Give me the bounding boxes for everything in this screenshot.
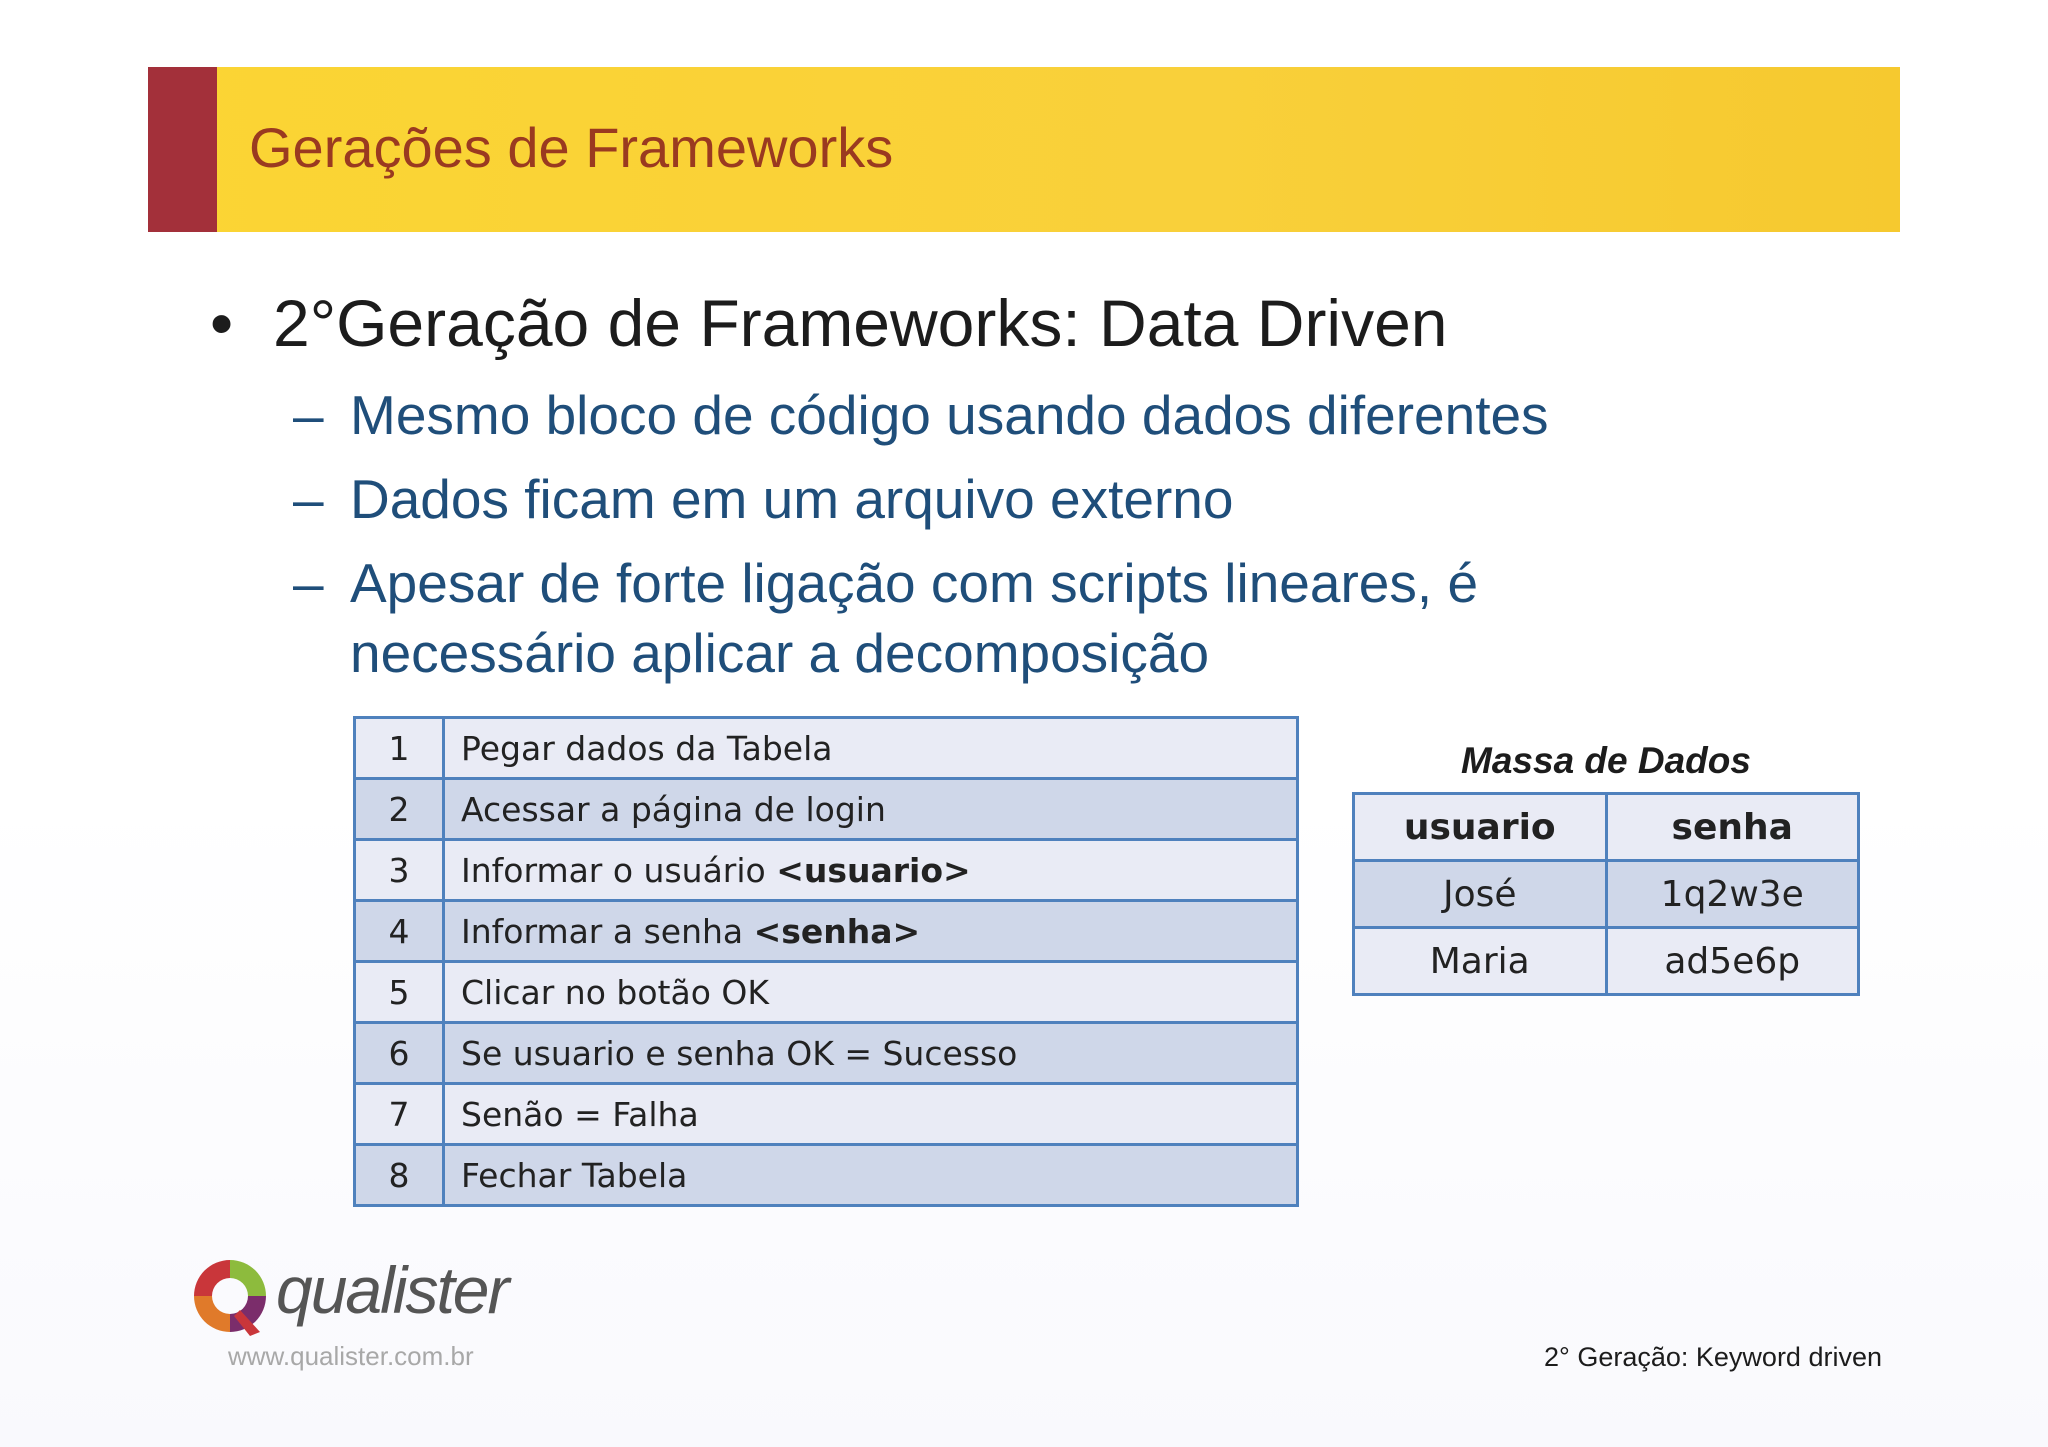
main-bullet-text: 2°Geração de Frameworks: Data Driven xyxy=(273,286,1448,360)
table-row xyxy=(1354,928,1859,995)
column-header: usuario xyxy=(1354,794,1607,861)
logo-wordmark: qualister xyxy=(276,1253,508,1327)
step-text: Clicar no botão OK xyxy=(444,962,1298,1023)
qualister-logo xyxy=(188,1252,518,1342)
header-bar xyxy=(148,67,1900,232)
step-number: 2 xyxy=(355,779,444,840)
sub-bullet xyxy=(293,380,1650,450)
sub-bullet-text: Dados ficam em um arquivo externo xyxy=(350,468,1234,530)
header-accent xyxy=(148,67,217,232)
table-row xyxy=(355,718,1298,779)
website-url: www.qualister.com.br xyxy=(228,1341,474,1371)
step-text: Se usuario e senha OK = Sucesso xyxy=(444,1023,1298,1084)
table-cell: ad5e6p xyxy=(1606,928,1859,995)
table-cell: José xyxy=(1354,861,1607,928)
step-text: Acessar a página de login xyxy=(444,779,1298,840)
main-bullet xyxy=(210,285,1448,361)
step-number: 8 xyxy=(355,1145,444,1206)
sub-bullet-dash: – xyxy=(293,468,324,530)
step-number: 7 xyxy=(355,1084,444,1145)
massa-title: Massa de Dados xyxy=(1461,740,1751,781)
table-cell: 1q2w3e xyxy=(1606,861,1859,928)
step-number: 4 xyxy=(355,901,444,962)
step-text: Pegar dados da Tabela xyxy=(444,718,1298,779)
table-header-row xyxy=(1354,794,1859,861)
steps-table xyxy=(353,716,1299,1207)
table-row xyxy=(1354,861,1859,928)
sub-bullet xyxy=(293,548,1650,688)
step-text: Informar a senha <senha> xyxy=(444,901,1298,962)
footer-caption: 2° Geração: Keyword driven xyxy=(1544,1342,1882,1372)
sub-bullet-dash: – xyxy=(293,552,324,614)
step-text: Senão = Falha xyxy=(444,1084,1298,1145)
slide-title: Gerações de Frameworks xyxy=(249,116,894,179)
table-row xyxy=(355,1023,1298,1084)
column-header: senha xyxy=(1606,794,1859,861)
step-number: 6 xyxy=(355,1023,444,1084)
table-row xyxy=(355,779,1298,840)
table-cell: Maria xyxy=(1354,928,1607,995)
step-text: Informar o usuário <usuario> xyxy=(444,840,1298,901)
bullet-dot: • xyxy=(210,286,234,360)
sub-bullet-dash: – xyxy=(293,384,324,446)
sub-bullet-text: Apesar de forte ligação com scripts lineares, é necessário aplicar a decomposição xyxy=(350,552,1479,684)
sub-bullet-text: Mesmo bloco de código usando dados diferentes xyxy=(350,384,1549,446)
table-row xyxy=(355,1145,1298,1206)
table-row xyxy=(355,962,1298,1023)
table-row xyxy=(355,901,1298,962)
sub-bullet xyxy=(293,464,1650,534)
step-number: 3 xyxy=(355,840,444,901)
table-row xyxy=(355,840,1298,901)
table-row xyxy=(355,1084,1298,1145)
step-text: Fechar Tabela xyxy=(444,1145,1298,1206)
step-number: 1 xyxy=(355,718,444,779)
massa-table xyxy=(1352,792,1860,996)
qualister-logo-icon xyxy=(188,1254,272,1338)
step-number: 5 xyxy=(355,962,444,1023)
